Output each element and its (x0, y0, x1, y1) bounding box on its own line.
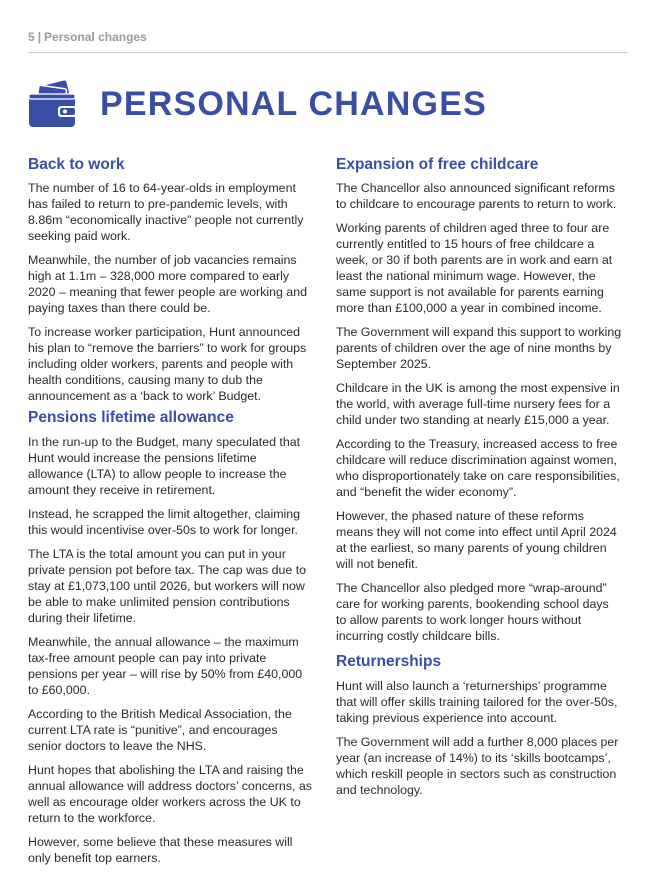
right-column (336, 155, 622, 806)
header-divider (28, 52, 628, 53)
paragraph: The Government will add a further 8,000 places per year (an increase of 14%) to its ‘skills bootcamps’, which reskill people in sectors such as construction and technology. (336, 734, 619, 797)
paragraph: Working parents of children aged three to four are currently entitled to 15 hours of free childcare a week, or 30 if both parents are in work and earn at least the national minimum wage. However, the same support is not available for parents earning more than £100,000 a year in combined income. (336, 221, 613, 316)
paragraph: Hunt will also launch a ‘returnerships’ programme that will offer skills training tailored for the over-50s, taking previous experience into account. (336, 678, 618, 725)
section-pensions-lifetime-allowance (28, 408, 314, 865)
running-header (28, 30, 628, 44)
paragraph: Hunt hopes that abolishing the LTA and raising the annual allowance will address doctors’ concerns, as well as encourage older workers across the UK to return to the workforce. (28, 762, 312, 825)
paragraph: The Chancellor also pledged more “wrap-around” care for working parents, bookending school days to allow parents to work longer hours without incurring costly childcare bills. (336, 581, 609, 644)
paragraph: Childcare in the UK is among the most expensive in the world, with average full-time nursery fees for a child under two standing at nearly £15,000 a year. (336, 381, 620, 428)
section-heading: Pensions lifetime allowance (28, 409, 234, 427)
paragraph: The Government will expand this support to working parents of children over the age of nine months by September 2025. (336, 325, 622, 372)
paragraph: However, the phased nature of these reforms means they will not come into effect until April 2024 at the earliest, so many parents of young children will not benefit. (336, 509, 617, 572)
paragraph: The LTA is the total amount you can put in your private pension pot before tax. The cap was due to stay at £1,073,100 until 2026, but workers will now be able to make unlimited pension contributions during their lifetime. (28, 546, 307, 625)
section-back-to-work (28, 155, 314, 404)
paragraph: Instead, he scrapped the limit altogether, claiming this would incentivise over-50s to work for longer. (28, 506, 301, 537)
running-title: Personal changes (44, 30, 147, 44)
left-column (28, 155, 314, 874)
paragraph: However, some believe that these measures will only benefit top earners. (28, 834, 293, 865)
paragraph: In the run-up to the Budget, many speculated that Hunt would increase the pensions lifetime allowance (LTA) to allow people to increase the amount they receive in retirement. (28, 434, 301, 497)
paragraph: Meanwhile, the annual allowance – the maximum tax-free amount people can pay into private pensions per year – will rise by 50% from £40,000 to £60,000. (28, 634, 303, 697)
page-number: 5 (28, 30, 35, 44)
wallet-icon (28, 80, 78, 128)
paragraph: According to the British Medical Association, the current LTA rate is “punitive”, and encourages senior doctors to leave the NHS. (28, 706, 292, 753)
paragraph: Meanwhile, the number of job vacancies remains high at 1.1m – 328,000 more compared to early 2020 – meaning that fewer people are working and paying taxes than there could be. (28, 253, 307, 316)
paragraph: According to the Treasury, increased access to free childcare will reduce discrimination against women, who disproportionately take on care responsibilities, and “benefit the wider economy”. (336, 437, 620, 500)
paragraph: To increase worker participation, Hunt announced his plan to “remove the barriers” to work for groups including older workers, parents and people with health conditions, causing many to dub the announcement as a ‘back to work’ Budget. (28, 325, 307, 404)
section-heading: Back to work (28, 156, 125, 173)
section-heading: Expansion of free childcare (336, 156, 539, 173)
section-expansion-of-free-childcare (336, 155, 622, 644)
paragraph: The number of 16 to 64-year-olds in employment has failed to return to pre-pandemic levels, with 8.86m “economically inactive” people not currently seeking paid work. (28, 181, 304, 244)
page-title: PERSONAL CHANGES (100, 85, 487, 123)
title-block (28, 78, 487, 130)
paragraph: The Chancellor also announced significant reforms to childcare to encourage parents to return to work. (336, 181, 617, 212)
section-returnerships (336, 652, 622, 797)
section-heading: Returnerships (336, 653, 442, 671)
header-separator: | (37, 30, 42, 44)
